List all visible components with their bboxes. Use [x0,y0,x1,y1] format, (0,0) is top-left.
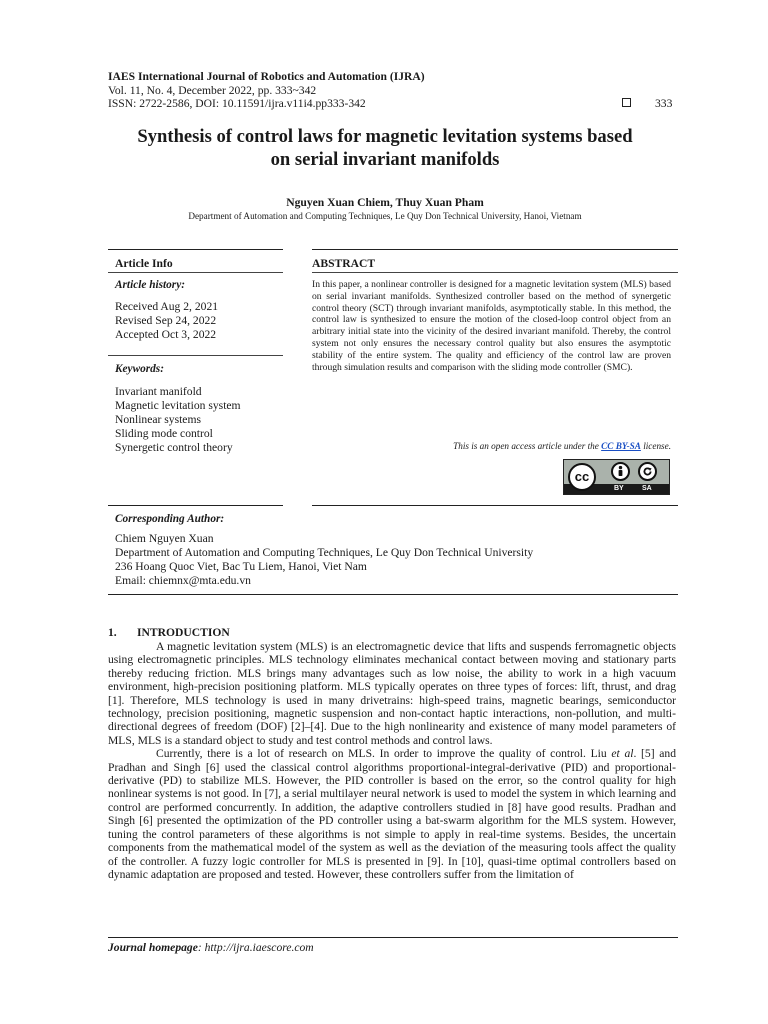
affiliation: Department of Automation and Computing Techniques, Le Quy Don Technical University, Hanoi, Vietnam [188,211,582,221]
et-al: et al [611,747,634,761]
license-note [312,441,671,451]
corresponding-label: Corresponding Author: [115,513,225,525]
info-keywords-rule [108,355,283,356]
cc-by-sa-badge[interactable] [563,459,670,495]
abstract-heading: ABSTRACT [312,257,376,270]
abstract-mid-rule [312,272,678,273]
person-icon [611,462,630,481]
history-label: Article history: [115,279,185,291]
keyword-item: Invariant manifold [115,385,202,398]
square-bullet-icon [622,98,631,107]
page-number: 333 [655,97,673,110]
title-line-1: Synthesis of control laws for magnetic levitation systems based [137,126,633,147]
paper-title [100,125,670,171]
keywords-label: Keywords: [115,363,164,375]
keyword-item: Synergetic control theory [115,441,233,454]
volume-line: Vol. 11, No. 4, December 2022, pp. 333~342 [108,84,317,97]
received-date: Received Aug 2, 2021 [115,300,219,313]
authors: Nguyen Xuan Chiem, Thuy Xuan Pham [286,196,484,209]
intro-body [108,640,676,881]
corresponding-name: Chiem Nguyen Xuan [115,532,214,545]
revised-date: Revised Sep 24, 2022 [115,314,217,327]
abstract-text: In this paper, a nonlinear controller is designed for a magnetic levitation system (MLS) based on serial invariant manifolds. Synthesized controller based on the method of synergetic control theory (SCT) through invariant manifolds, asymptotically stable. In this method, the control law is synthesized to ensure the motion of the closed-loop control object from an arbitrary initial state into the vicinity of the desired invariant manifold. Thereby, the control system not only ensures the necessary control quality but also ensures the asymptotic stability of the entire system. The quality and efficiency of the control law are proven through simulation results and comparison with the sliding mode controller (SMC). [312,279,671,373]
license-suffix: license. [640,441,671,451]
cc-icon: cc [568,463,596,491]
corresponding-address: 236 Hoang Quoc Viet, Bac Tu Liem, Hanoi, Viet Nam [115,560,367,573]
info-bottom-rule [108,505,283,506]
info-top-rule [108,249,283,250]
intro-paragraph-2 [108,747,676,881]
journal-homepage [108,941,314,954]
para2-part-a: Currently, there is a lot of research on MLS. In order to improve the quality of control. Liu [156,747,612,761]
badge-sa-label: SA [642,485,652,492]
badge-by-label: BY [614,485,624,492]
issn-line: ISSN: 2722-2586, DOI: 10.11591/ijra.v11i4.pp333-342 [108,97,366,110]
accepted-date: Accepted Oct 3, 2022 [115,328,217,341]
license-prefix: This is an open access article under the [453,441,602,451]
abstract-bottom-rule [312,505,678,506]
article-info-heading: Article Info [115,257,173,270]
para2-part-b: . [5] and Pradhan and Singh [6] used the classical control algorithms proportional-integral-derivative (PID) and proportional-derivative (PD) to stabilize MLS. However, the PID controller is based on the error, so the control quality for high nonlinear systems is not good. In [7], a serial multilayer neural network is used to model the system in which learning and control are performed concurrently. In addition, the adaptive controllers studied in [8] have good results. Pradhan and Singh [6] presented the optimization of the PD controller using a bat-swarm algorithm for the MLS system. However, tuning the control parameters of these algorithms is not simple to apply in real-time systems. Besides, the uncertain components from the mathematical model of the system as well as the deviation of the measuring tools affect the quality of the controller. A fuzzy logic controller for MLS is presented in [9]. In [10], quasi-time optimal controllers based on dynamic adaptation are proposed and tested. However, these controllers suffer from the limitation of [108,747,676,881]
share-alike-icon [638,462,657,481]
keyword-item: Nonlinear systems [115,413,201,426]
footer-rule [108,937,678,938]
intro-paragraph-1: A magnetic levitation system (MLS) is an electromagnetic device that lifts and suspends ferromagnetic objects using electromagnetic principles. MLS technology eliminates mechanical contact between moving and stationary parts thereby reducing friction. MLS brings many advantages such as low noise, the ability to work in a high vacuum environment, high-precision positioning platform. MLS typically operates on three types of forces: lift, thrust, and drag [1]. Therefore, MLS technology is used in many drivetrains: high-speed trains, magnetic bearings, semiconductor technology, precision positioning, magnetic suspension and non-contact haptic interactions, non-pollution, and multi-directional degrees of freedom (DOF) [2]–[4]. Due to the high nonlinearity and existence of many model parameters of MLS, MLS is a standard object to study and test control methods and control laws. [108,640,676,747]
journal-name: IAES International Journal of Robotics and Automation (IJRA) [108,70,425,83]
corresponding-department: Department of Automation and Computing Techniques, Le Quy Don Technical University [115,546,534,559]
abstract-top-rule [312,249,678,250]
title-line-2: on serial invariant manifolds [270,149,500,170]
keyword-item: Sliding mode control [115,427,213,440]
keyword-item: Magnetic levitation system [115,399,241,412]
homepage-label: Journal homepage [108,941,198,954]
license-link[interactable]: CC BY-SA [601,441,641,451]
corresponding-bottom-rule [108,594,678,595]
homepage-url[interactable]: : http://ijra.iaescore.com [197,941,314,954]
corresponding-email: Email: chiemnx@mta.edu.vn [115,574,251,587]
info-mid-rule [108,272,283,273]
section-heading-introduction: 1. INTRODUCTION [108,626,230,639]
